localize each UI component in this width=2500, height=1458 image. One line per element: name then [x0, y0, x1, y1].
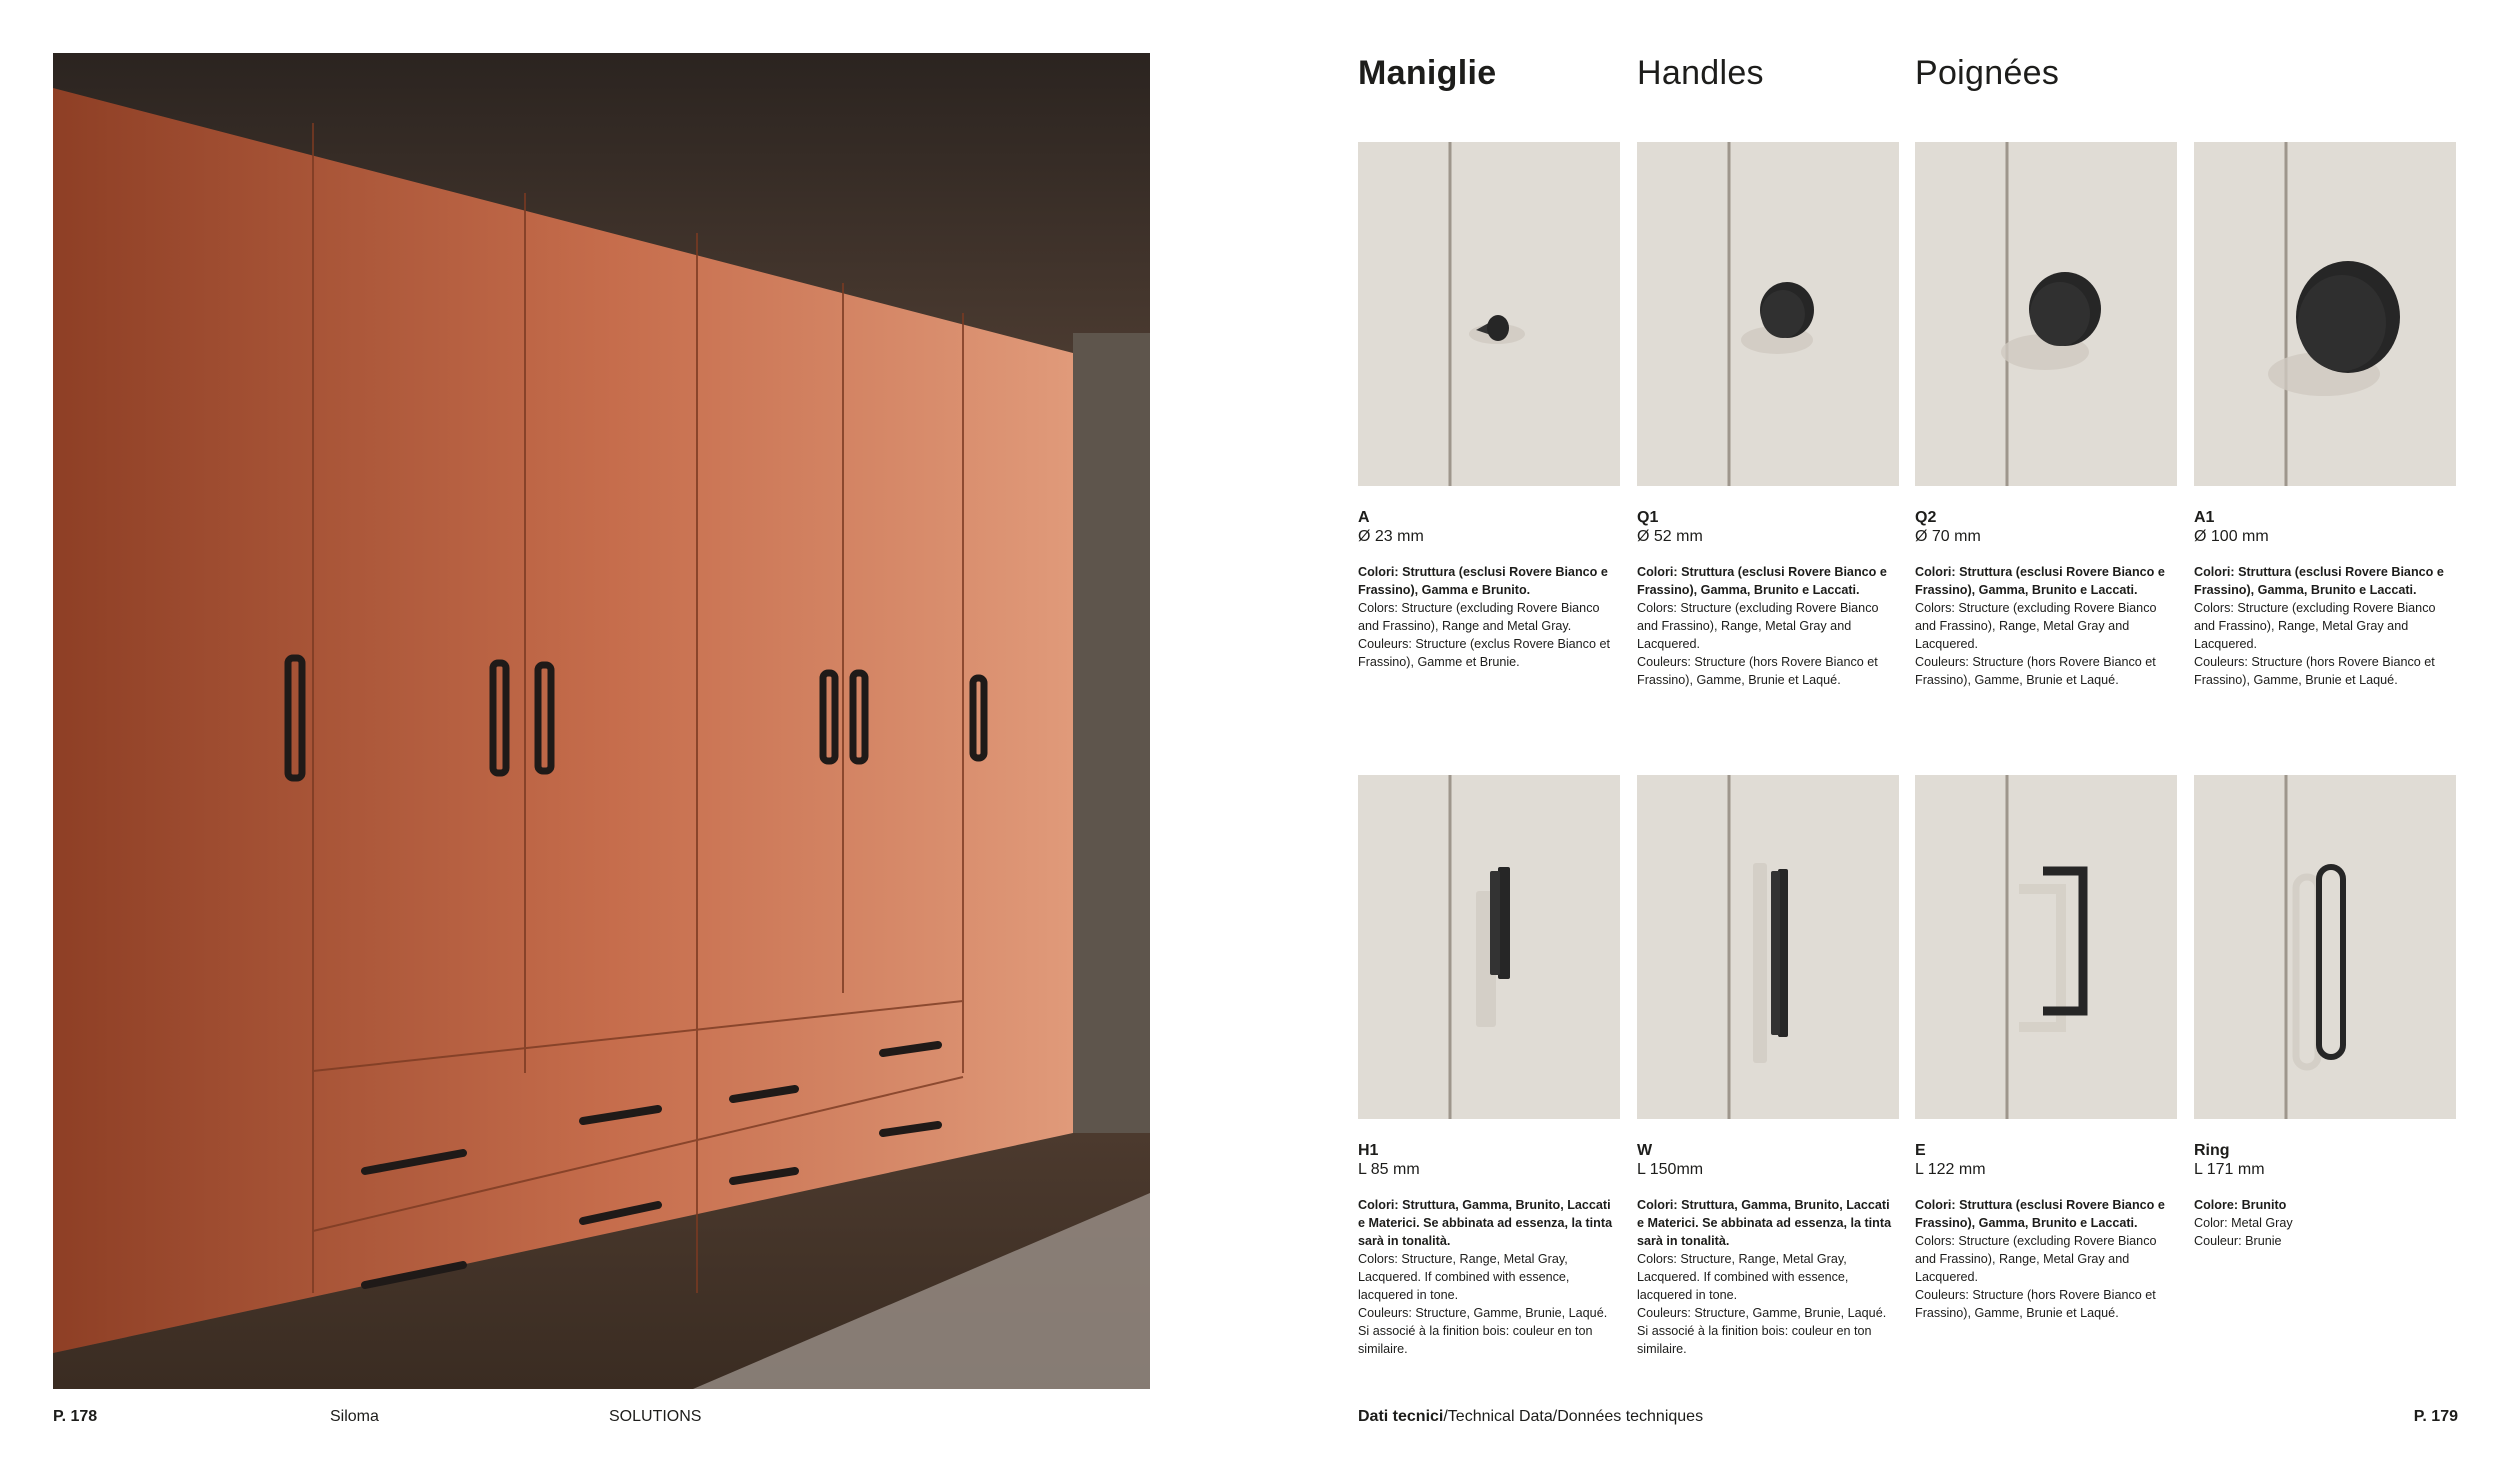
page-number-right: P. 179 — [2413, 1408, 2458, 1425]
wardrobe-photo — [53, 53, 1150, 1389]
handle-description — [1637, 563, 1899, 689]
handle-size: L 171 mm — [2194, 1161, 2265, 1178]
handle-code: E — [1915, 1142, 1926, 1159]
handle-size: L 150mm — [1637, 1161, 1704, 1178]
footer-technical-translations: /Technical Data/Données techniques — [1443, 1408, 1704, 1425]
handle-card-e — [1915, 775, 2177, 1322]
handle-description — [1915, 1196, 2177, 1322]
handle-image-a1 — [2194, 142, 2456, 486]
heading-italian: Maniglie — [1358, 54, 1497, 92]
handle-description — [2194, 563, 2456, 689]
heading-french: Poignées — [1915, 54, 2060, 92]
handle-card-h1 — [1358, 775, 1620, 1358]
handle-image-q2 — [1915, 142, 2177, 486]
handle-description — [1915, 563, 2177, 689]
handle-code: Ring — [2194, 1142, 2230, 1159]
footer-section: SOLUTIONS — [609, 1408, 702, 1425]
description-english: Colors: Structure (excluding Rovere Bianco and Frassino), Range, Metal Gray and Lacquered. — [1915, 1234, 2157, 1284]
knob-a1-icon — [2194, 142, 2456, 486]
description-english: Colors: Structure, Range, Metal Gray, Lacquered. If combined with essence, lacquered in tone. — [1637, 1252, 1849, 1302]
heading-english: Handles — [1637, 54, 1764, 92]
description-french: Couleurs: Structure (exclus Rovere Bianco et Frassino), Gamme et Brunie. — [1358, 637, 1610, 669]
handle-description — [1637, 1196, 1899, 1358]
handle-description — [2194, 1196, 2456, 1250]
handle-card-q1 — [1637, 142, 1899, 689]
description-italian: Colori: Struttura (esclusi Rovere Bianco e Frassino), Gamma e Brunito. — [1358, 565, 1608, 597]
description-french: Couleurs: Structure (hors Rovere Bianco et Frassino), Gamme, Brunie et Laqué. — [1637, 655, 1878, 687]
description-english: Colors: Structure (excluding Rovere Bianco and Frassino), Range, Metal Gray and Lacquered. — [2194, 601, 2436, 651]
handle-code: A1 — [2194, 509, 2215, 526]
handle-description — [1358, 563, 1620, 671]
handle-e-icon — [1915, 775, 2177, 1119]
handle-image-ring — [2194, 775, 2456, 1119]
description-italian: Colori: Struttura, Gamma, Brunito, Laccati e Materici. Se abbinata ad essenza, la tinta sarà in tonalità. — [1637, 1198, 1892, 1248]
handle-image-h1 — [1358, 775, 1620, 1119]
page-number-left: P. 178 — [53, 1408, 98, 1425]
handle-card-a1 — [2194, 142, 2456, 689]
knob-q1-icon — [1637, 142, 1899, 486]
knob-q2-icon — [1915, 142, 2177, 486]
description-italian: Colori: Struttura (esclusi Rovere Bianco e Frassino), Gamma, Brunito e Laccati. — [1915, 565, 2165, 597]
handle-code: W — [1637, 1142, 1653, 1159]
handle-image-e — [1915, 775, 2177, 1119]
description-italian: Colore: Brunito — [2194, 1198, 2287, 1212]
handle-image-a — [1358, 142, 1620, 486]
handle-size: Ø 23 mm — [1358, 528, 1424, 545]
description-english: Colors: Structure (excluding Rovere Bianco and Frassino), Range, Metal Gray and Lacquered. — [1915, 601, 2157, 651]
description-french: Couleurs: Structure (hors Rovere Bianco et Frassino), Gamme, Brunie et Laqué. — [1915, 655, 2156, 687]
description-italian: Colori: Struttura (esclusi Rovere Bianco e Frassino), Gamma, Brunito e Laccati. — [1637, 565, 1887, 597]
handle-image-w — [1637, 775, 1899, 1119]
handle-image-q1 — [1637, 142, 1899, 486]
handle-size: Ø 100 mm — [2194, 528, 2269, 545]
description-english: Colors: Structure, Range, Metal Gray, Lacquered. If combined with essence, lacquered in tone. — [1358, 1252, 1570, 1302]
handle-code: Q1 — [1637, 509, 1659, 526]
description-english: Colors: Structure (excluding Rovere Bianco and Frassino), Range and Metal Gray. — [1358, 601, 1600, 633]
handle-code: H1 — [1358, 1142, 1379, 1159]
handle-card-w — [1637, 775, 1899, 1358]
description-italian: Colori: Struttura, Gamma, Brunito, Laccati e Materici. Se abbinata ad essenza, la tinta sarà in tonalità. — [1358, 1198, 1613, 1248]
handle-code: Q2 — [1915, 509, 1937, 526]
knob-a-icon — [1358, 142, 1620, 486]
description-french: Couleur: Brunie — [2194, 1234, 2282, 1248]
description-french: Couleurs: Structure (hors Rovere Bianco et Frassino), Gamme, Brunie et Laqué. — [2194, 655, 2435, 687]
description-italian: Colori: Struttura (esclusi Rovere Bianco e Frassino), Gamma, Brunito e Laccati. — [2194, 565, 2444, 597]
footer-technical-data — [1358, 1408, 1703, 1426]
handle-size: L 122 mm — [1915, 1161, 1986, 1178]
description-english: Colors: Structure (excluding Rovere Bianco and Frassino), Range, Metal Gray and Lacquered. — [1637, 601, 1879, 651]
handle-size: Ø 52 mm — [1637, 528, 1703, 545]
wardrobe-illustration — [53, 53, 1150, 1389]
handle-code: A — [1358, 509, 1370, 526]
description-french: Couleurs: Structure, Gamme, Brunie, Laqué. Si associé à la finition bois: couleur en ton similaire. — [1637, 1306, 1887, 1356]
description-french: Couleurs: Structure, Gamme, Brunie, Laqué. Si associé à la finition bois: couleur en ton similaire. — [1358, 1306, 1608, 1356]
handle-ring-icon — [2194, 775, 2456, 1119]
handle-description — [1358, 1196, 1620, 1358]
handle-card-a — [1358, 142, 1620, 671]
handle-card-ring — [2194, 775, 2456, 1250]
description-french: Couleurs: Structure (hors Rovere Bianco et Frassino), Gamme, Brunie et Laqué. — [1915, 1288, 2156, 1320]
handle-w-icon — [1637, 775, 1899, 1119]
handle-size: Ø 70 mm — [1915, 528, 1981, 545]
footer-technical-italian: Dati tecnici — [1358, 1408, 1444, 1425]
handle-h1-icon — [1358, 775, 1620, 1119]
handle-card-q2 — [1915, 142, 2177, 689]
handle-size: L 85 mm — [1358, 1161, 1420, 1178]
description-italian: Colori: Struttura (esclusi Rovere Bianco e Frassino), Gamma, Brunito e Laccati. — [1915, 1198, 2165, 1230]
footer-brand: Siloma — [330, 1408, 379, 1425]
description-english: Color: Metal Gray — [2194, 1216, 2293, 1230]
